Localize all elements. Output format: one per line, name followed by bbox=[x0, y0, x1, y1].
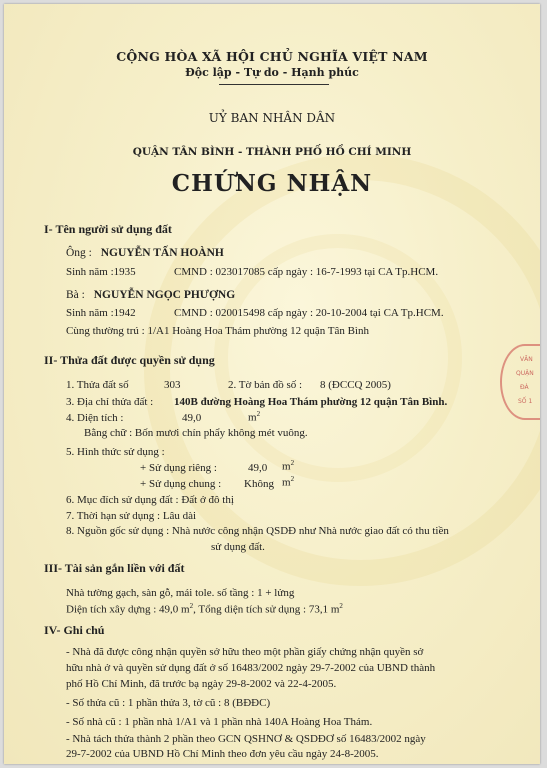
shared-use-unit: $m^2$ bbox=[282, 475, 295, 489]
parcel-label: 1. Thửa đất số bbox=[66, 379, 129, 391]
person2-name: NGUYỄN NGỌC PHƯỢNG bbox=[93, 289, 236, 301]
usage-purpose: 6. Mục đích sử dụng đất : Đất ở đô thị bbox=[66, 494, 234, 506]
private-use-label: + Sử dụng riêng : bbox=[140, 462, 217, 474]
stamp-text-1: VĂN bbox=[520, 356, 533, 363]
section2-heading: II- Thửa đất được quyền sử dụng bbox=[44, 353, 215, 367]
person1-prefix: Ông : bbox=[66, 247, 92, 259]
person1-birth: Sinh năm :1935 bbox=[66, 266, 136, 278]
usage-origin: 8. Nguồn gốc sử dụng : Nhà nước công nhận QSDĐ như Nhà nước giao đất có thu tiền bbox=[66, 525, 449, 537]
area-label: 4. Diện tích : bbox=[66, 412, 124, 424]
private-use-value: 49,0 bbox=[248, 462, 268, 474]
person2-id: CMND : 020015498 cấp ngày : 20-10-2004 tại CA Tp.HCM. bbox=[174, 307, 444, 319]
address-label: 3. Địa chỉ thửa đất : bbox=[66, 396, 154, 408]
country-heading: CỘNG HÒA XÃ HỘI CHỦ NGHĨA VIỆT NAM bbox=[116, 49, 428, 64]
committee-heading: UỶ BAN NHÂN DÂN bbox=[208, 111, 336, 125]
stamp-text-3: ĐÀ bbox=[520, 384, 529, 391]
section4-heading: IV- Ghi chú bbox=[44, 623, 105, 637]
house-description: Nhà tường gạch, sàn gỗ, mái tole. số tầng : 1 + lửng bbox=[66, 587, 295, 599]
certificate-title: CHỨNG NHẬN bbox=[171, 170, 373, 197]
usage-form-label: 5. Hình thức sử dụng : bbox=[66, 446, 165, 458]
parcel-value: 303 bbox=[164, 379, 181, 391]
address-value: 140B đường Hoàng Hoa Thám phường 12 quận Tân Bình. bbox=[174, 396, 448, 408]
motto-underline bbox=[219, 84, 329, 85]
private-use-unit: $m^2$ bbox=[282, 459, 295, 473]
shared-use-value: Không bbox=[244, 478, 274, 490]
person2-line bbox=[66, 289, 235, 301]
area-value: 49,0 bbox=[182, 412, 202, 424]
note1-line3: phố Hồ Chí Minh, đã trước bạ ngày 29-8-2002 và 22-4-2005. bbox=[66, 678, 337, 690]
person1-line bbox=[66, 247, 224, 259]
map-label: 2. Tờ bản đồ số : bbox=[228, 379, 303, 391]
district-heading: QUẬN TÂN BÌNH - THÀNH PHỐ HỒ CHÍ MINH bbox=[132, 146, 412, 158]
person1-id: CMND : 023017085 cấp ngày : 16-7-1993 tại CA Tp.HCM. bbox=[174, 266, 439, 278]
person2-birth: Sinh năm :1942 bbox=[66, 307, 136, 319]
residence: Cùng thường trú : 1/A1 Hoàng Hoa Thám phường 12 quận Tân Bình bbox=[66, 325, 370, 337]
note4-line2: 29-7-2002 của UBND Hồ Chí Minh theo đơn yêu cầu ngày 24-8-2005. bbox=[66, 748, 379, 760]
section3-heading: III- Tài sản gắn liền với đất bbox=[44, 561, 185, 575]
area-words: Bằng chữ : Bốn mươi chín phẩy không mét vuông. bbox=[84, 427, 308, 439]
note3: - Số nhà cũ : 1 phần nhà 1/A1 và 1 phần nhà 140A Hoàng Hoa Thám. bbox=[66, 716, 373, 728]
usage-origin-cont: sử dụng đất. bbox=[211, 541, 265, 553]
stamp-text-4: SỐ 1 bbox=[518, 398, 533, 405]
note4-line1: - Nhà tách thửa thành 2 phần theo GCN QSHNƠ & QSDĐƠ số 16483/2002 ngày bbox=[66, 733, 426, 745]
note1-line2: hữu nhà ở và quyền sử dụng đất ở số 16483/2002 ngày 29-7-2002 của UBND thành bbox=[66, 662, 436, 674]
house-area: Diện tích xây dựng : 49,0 $m^2$, Tổng diện tích sử dụng : 73,1 $m^2$ bbox=[66, 602, 343, 616]
note1-line1: - Nhà đã được công nhận quyền sở hữu theo một phần giấy chứng nhận quyền sở bbox=[66, 646, 424, 658]
shared-use-label: + Sử dụng chung : bbox=[140, 478, 222, 490]
certificate-page bbox=[4, 4, 540, 764]
person2-prefix: Bà : bbox=[66, 289, 85, 301]
area-unit: $m^2$ bbox=[248, 410, 261, 424]
section1-heading: I- Tên người sử dụng đất bbox=[44, 222, 172, 236]
motto: Độc lập - Tự do - Hạnh phúc bbox=[185, 66, 359, 79]
usage-term: 7. Thời hạn sử dụng : Lâu dài bbox=[66, 510, 197, 522]
stamp-text-2: QUẬN bbox=[516, 370, 534, 377]
person1-name: NGUYỄN TẤN HOÀNH bbox=[100, 247, 224, 259]
map-value: 8 (ĐCCQ 2005) bbox=[320, 379, 391, 391]
note2: - Số thửa cũ : 1 phần thửa 3, tờ cũ : 8 (BĐĐC) bbox=[66, 697, 271, 709]
